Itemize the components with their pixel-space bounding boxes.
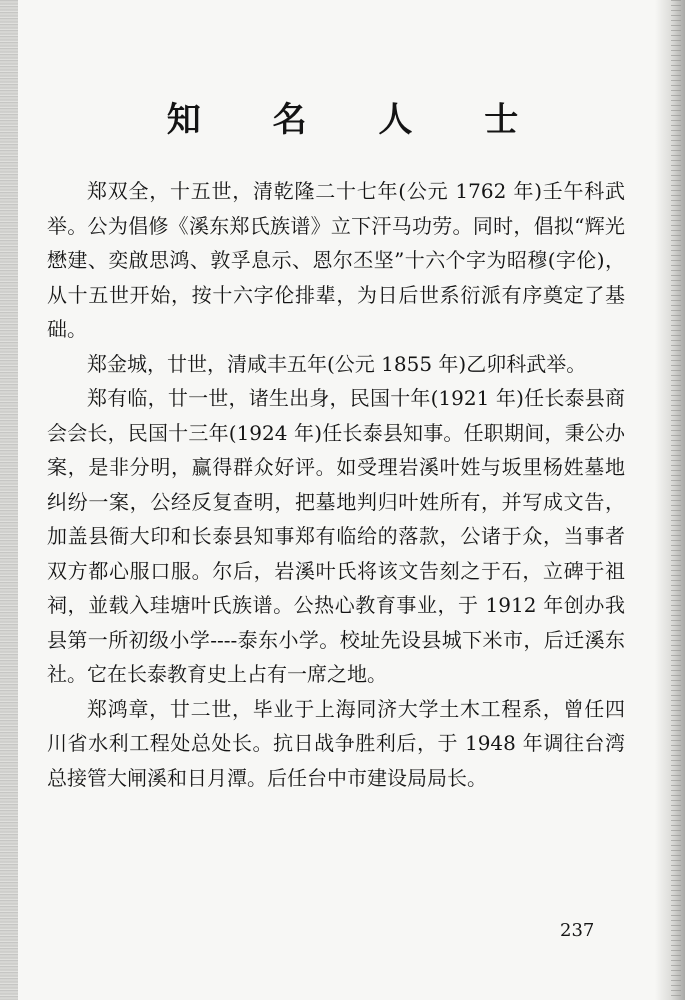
page-title: 知 名 人 士 [166, 100, 549, 140]
paragraph-zheng-youlin: 郑有临，廿一世，诸生出身，民国十年(1921 年)任长泰县商会会长，民国十三年(1924 年)任长泰县知事。任职期间，秉公办案，是非分明，赢得群众好评。如受理岩溪叶姓与坂里杨姓墓地纠纷一案，公经反复查明，把墓地判归叶姓所有，并写成文告，加盖县衙大印和长泰县知事郑有临给的落款，公诸于众，当事者双方都心服口服。尔后，岩溪叶氏将该文告刻之于石，立碑于祖祠，並载入珪塘叶氏族谱。公热心教育事业，于 1912 年创办我县第一所初级小学----泰东小学。校址先设县城下米市，后迁溪东社。它在长泰教育史上占有一席之地。 [47, 386, 625, 686]
scan-edge-noise [671, 0, 681, 1000]
scan-edge-left [0, 0, 18, 1000]
paragraph-zheng-shuangquan: 郑双全，十五世，清乾隆二十七年(公元 1762 年)壬午科武举。公为倡修《溪东郑氏族谱》立下汗马功劳。同时，倡拟“辉光懋建、奕啟思鸿、敦孚息示、恩尔丕坚”十六个字为昭穆(字伦)，从十五世开始，按十六字伦排辈，为日后世系衍派有序奠定了基础。 [47, 179, 625, 341]
paragraph-zheng-jincheng: 郑金城，廿世，清咸丰五年(公元 1855 年)乙卯科武举。 [87, 351, 587, 376]
body-text [47, 174, 625, 795]
page-number: 237 [560, 920, 595, 941]
paragraph-zheng-hongzhang: 郑鸿章，廿二世，毕业于上海同济大学土木工程系，曾任四川省水利工程处总处长。抗日战争胜利后，于 1948 年调往台湾总接管大闸溪和日月潭。后任台中市建设局局长。 [47, 696, 625, 790]
